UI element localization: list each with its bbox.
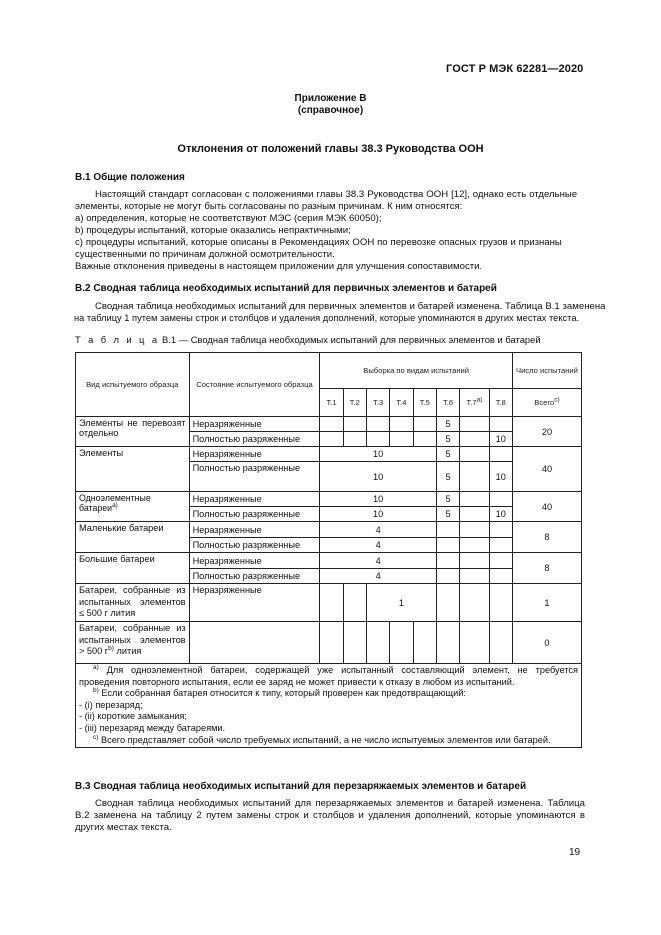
header-t2: Т.2: [343, 389, 366, 417]
appendix-subtitle: (справочное): [297, 105, 364, 116]
row6-t5: 1: [366, 584, 436, 622]
note-b-item-1: - (i) перезаряд;: [79, 699, 143, 710]
table-row: [76, 492, 582, 507]
header-t7-label: Т.7: [466, 398, 477, 407]
row4-state-b: Полностью разряженные: [189, 538, 320, 553]
table-notes: [76, 664, 582, 748]
tests-table: [75, 352, 582, 748]
standard-designation: ГОСТ Р МЭК 62281—2020: [446, 63, 584, 75]
row5-total: 8: [512, 553, 581, 584]
table-row: [76, 553, 582, 569]
row7-sample-mass: > 500 г: [79, 646, 109, 656]
row5-t15-b: 4: [320, 569, 437, 584]
header-t6: Т.6: [436, 389, 459, 417]
table-row: [76, 447, 582, 462]
header-total-note: c): [554, 396, 560, 404]
row1-sample: Элементы не перевозят отдельно: [76, 417, 190, 447]
row3-t6-b: 5: [436, 507, 459, 522]
row3-sample: [76, 492, 190, 522]
row2-t8-b: 10: [489, 462, 512, 492]
header-count: Число испытаний: [512, 353, 581, 389]
note-b: [79, 688, 578, 700]
row4-t15-a: 4: [320, 522, 437, 538]
row2-state-a: Неразряженные: [189, 447, 320, 462]
row1-t6-a: 5: [436, 417, 459, 432]
header-total-label: Всего: [534, 398, 555, 407]
table-caption: [75, 334, 541, 345]
header-t8: Т.8: [489, 389, 512, 417]
b1-list-b: b) процедуры испытаний, которые оказались непрактичными;: [75, 225, 351, 236]
b3-paragraph: Сводная таблица необходимых испытаний для перезаряжаемых элементов и батарей изменена. Таблица В.2 заменена на таблицу 2 путем замены строк и столбцов и удаления дополнений, которые упоминаются в других местах текста.: [75, 798, 585, 833]
note-a: [79, 665, 578, 688]
main-title: Отклонения от положений главы 38.3 Руководства ООН: [177, 143, 484, 155]
row3-state-b: Полностью разряженные: [189, 507, 320, 522]
note-b-text: Если собранная батарея относится к типу, который проверен как предотвращающий:: [98, 688, 466, 699]
row2-total: 40: [512, 447, 581, 492]
header-state: Состояние испытуемого образца: [189, 353, 320, 417]
row2-t6-b: 5: [436, 462, 459, 492]
row4-total: 8: [512, 522, 581, 553]
section-b2-heading: В.2 Сводная таблица необходимых испытаний для первичных элементов и батарей: [75, 283, 497, 294]
row2-state-b: Полностью разряженные: [189, 462, 320, 492]
table-row: [76, 584, 582, 622]
row6-sample: Батареи, собранные из испытанных элементов ≤ 500 г лития: [76, 584, 190, 622]
b1-list-a: а) определения, которые не соответствуют МЭС (серия МЭК 60050);: [75, 213, 382, 224]
page-number: 19: [569, 847, 581, 858]
note-b-item-3: - (iii) перезаряд между батареями.: [79, 722, 226, 733]
row4-sample: Маленькие батареи: [76, 522, 190, 553]
header-t3: Т.3: [366, 389, 389, 417]
b2-line-1: Сводная таблица необходимых испытаний для первичных элементов и батарей изменена. Таблица В.1 заменена: [95, 301, 606, 312]
table-row: [76, 522, 582, 538]
row2-t15-a: 10: [320, 447, 437, 462]
b2-line-2: на таблицу 1 путем замены строк и столбцов и удаления дополнений, которые упоминаются в других местах текста.: [74, 313, 580, 323]
b1-line-2: элементы, которые не могут быть согласованы по разным причинам. К ним относятся:: [75, 201, 463, 212]
note-c-mark: c): [93, 733, 99, 741]
table-row: [76, 622, 582, 664]
row5-state-a: Неразряженные: [189, 553, 320, 569]
note-c: [79, 735, 578, 747]
row3-t15-b: 10: [320, 507, 437, 522]
header-total: [512, 389, 581, 417]
row7-sample: [76, 622, 190, 664]
row2-t15-b: 10: [320, 462, 437, 492]
row7-sample-text: Батареи, собранные из испытанных элементов: [79, 623, 186, 645]
row3-sample-text: Одноэлементные батареи: [79, 493, 151, 513]
row7-sample-unit: лития: [113, 646, 142, 656]
note-a-text: Для одноэлементной батареи, содержащей уже испытанный составляющий элемент, не требуется проведения повторного испытания, если ее заряд не может привести к отказу в любом из испытаний.: [79, 665, 578, 687]
header-t7: [460, 389, 489, 417]
appendix-title: Приложение В: [294, 93, 367, 104]
b1-list-c: c) процедуры испытаний, которые описаны в Рекомендациях ООН по перевозке опасных грузов и признаны: [75, 237, 562, 248]
b1-line-1: Настоящий стандарт согласован с положениями главы 38.3 Руководства ООН [12], однако есть отдельные: [95, 189, 578, 200]
header-t5: Т.5: [413, 389, 436, 417]
notes-cell: [76, 664, 582, 748]
table-caption-text: В.1 — Сводная таблица необходимых испытаний для первичных элементов и батарей: [162, 334, 541, 345]
header-sample: Вид испытуемого образца: [76, 353, 190, 417]
row5-t15-a: 4: [320, 553, 437, 569]
note-c-text: Всего представляет собой число требуемых испытаний, а не число испытуемых элементов или батарей.: [98, 734, 551, 745]
note-b-mark: b): [93, 687, 99, 695]
row4-state-a: Неразряженные: [189, 522, 320, 538]
row2-sample: Элементы: [76, 447, 190, 492]
row1-t8-b: 10: [489, 432, 512, 447]
header-t4: Т.4: [390, 389, 413, 417]
row3-state-a: Неразряженные: [189, 492, 320, 507]
table-row: [76, 417, 582, 432]
row3-t6-a: 5: [436, 492, 459, 507]
row3-total: 40: [512, 492, 581, 522]
row5-sample: Большие батареи: [76, 553, 190, 584]
row7-sample-note: b): [108, 644, 114, 652]
row3-t15-a: 10: [320, 492, 437, 507]
row3-sample-note: a): [112, 502, 118, 510]
header-sampling: Выборка по видам испытаний: [320, 353, 513, 389]
b1-note: Важные отклонения приведены в настоящем приложении для улучшения сопоставимости.: [75, 261, 483, 272]
row6-total: 1: [512, 584, 581, 622]
table-caption-prefix: Т а б л и ц а: [75, 334, 160, 345]
row7-total: 0: [512, 622, 581, 664]
section-b3-heading: В.3 Сводная таблица необходимых испытаний для перезаряжаемых элементов и батарей: [75, 781, 527, 792]
row1-t6-b: 5: [436, 432, 459, 447]
row6-state: Неразряженные: [189, 584, 320, 622]
row5-state-b: Полностью разряженные: [189, 569, 320, 584]
b1-list-c-cont: существенными по причинам должной осмотрительности.: [75, 249, 335, 260]
row3-t8-b: 10: [489, 507, 512, 522]
header-t7-note: a): [476, 396, 483, 404]
row2-t6-a: 5: [436, 447, 459, 462]
note-b-item-2: - (ii) короткие замыкания;: [79, 711, 187, 722]
header-t1: Т.1: [320, 389, 343, 417]
row1-total: 20: [512, 417, 581, 447]
note-a-mark: a): [93, 663, 99, 671]
row4-t15-b: 4: [320, 538, 437, 553]
row1-state-a: Неразряженные: [189, 417, 320, 432]
row1-state-b: Полностью разряженные: [189, 432, 320, 447]
section-b1-heading: В.1 Общие положения: [75, 172, 185, 183]
